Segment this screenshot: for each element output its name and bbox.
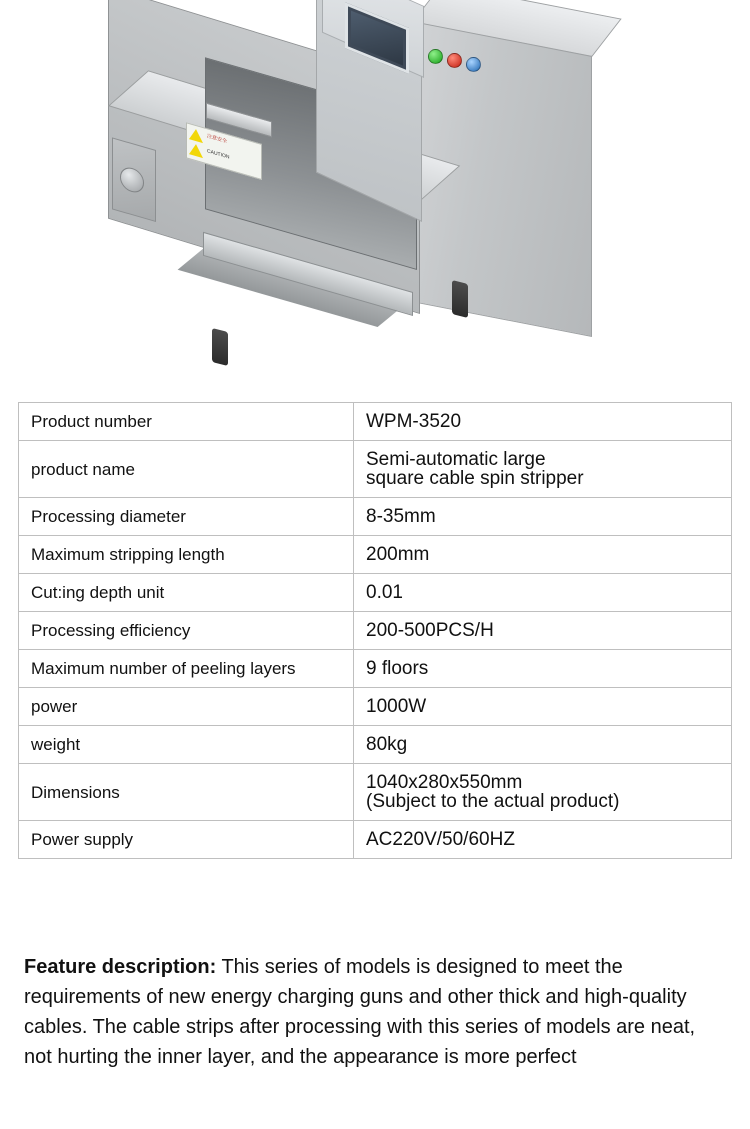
spec-value-line1: WPM-3520 (366, 411, 462, 432)
spec-key: Processing diameter (19, 498, 354, 536)
spec-value (354, 403, 732, 441)
warning-triangle-icon-secondary (189, 142, 203, 158)
spec-value-line1: 8-35mm (366, 506, 436, 527)
machine-start-button (428, 49, 443, 64)
table-row (19, 726, 732, 764)
table-row (19, 650, 732, 688)
spec-key: product name (19, 441, 354, 498)
machine-foot-front (212, 328, 228, 366)
spec-key: Dimensions (19, 764, 354, 821)
feature-description-heading: Feature description: (24, 956, 217, 978)
spec-value (354, 821, 732, 859)
product-photo (0, 0, 750, 392)
spec-key: power (19, 688, 354, 726)
table-row (19, 688, 732, 726)
spec-value (354, 574, 732, 612)
table-row (19, 612, 732, 650)
spec-value (354, 498, 732, 536)
spec-key: Power supply (19, 821, 354, 859)
table-row (19, 764, 732, 821)
table-row (19, 574, 732, 612)
spec-key: Maximum stripping length (19, 536, 354, 574)
spec-value (354, 612, 732, 650)
spec-value-line1: Semi-automatic large (366, 449, 546, 470)
spec-value-line1: 9 floors (366, 658, 429, 679)
spec-key: Cut:ing depth unit (19, 574, 354, 612)
spec-value-line1: 0.01 (366, 582, 403, 603)
spec-value (354, 650, 732, 688)
table-row (19, 498, 732, 536)
warning-triangle-icon (189, 127, 203, 143)
spec-key: Processing efficiency (19, 612, 354, 650)
spec-value-line2: square cable spin stripper (366, 468, 584, 489)
spec-value-line1: 200mm (366, 544, 430, 565)
warning-label-text-secondary: CAUTION (207, 148, 230, 161)
spec-value-line2: (Subject to the actual product) (366, 791, 620, 812)
machine-stop-button (447, 53, 462, 68)
spec-key: Product number (19, 403, 354, 441)
spec-key: weight (19, 726, 354, 764)
machine-foot-rear (452, 280, 468, 318)
spec-value (354, 441, 732, 498)
feature-description-text: This series of models is designed to meet the requirements of new energy charging guns and other thick and high-quality cables. The cable strips after processing with this series of models are neat, not hurting the inner layer, and the appearance is more perfect (24, 956, 696, 1068)
spec-value-line1: AC220V/50/60HZ (366, 829, 515, 850)
table-row (19, 403, 732, 441)
spec-value-line1: 1040x280x550mm (366, 772, 523, 793)
spec-value-line1: 80kg (366, 734, 408, 755)
specification-table (18, 402, 732, 859)
table-row (19, 821, 732, 859)
warning-label-text-primary: 注意安全 (207, 133, 228, 145)
spec-value (354, 726, 732, 764)
machine-illustration (0, 0, 750, 392)
table-row (19, 441, 732, 498)
feature-description (24, 952, 726, 1072)
spec-value (354, 688, 732, 726)
spec-value (354, 536, 732, 574)
table-row (19, 536, 732, 574)
spec-value (354, 764, 732, 821)
spec-key: Maximum number of peeling layers (19, 650, 354, 688)
machine-mode-button (466, 57, 481, 72)
spec-value-line1: 1000W (366, 696, 427, 717)
spec-value-line1: 200-500PCS/H (366, 620, 494, 641)
